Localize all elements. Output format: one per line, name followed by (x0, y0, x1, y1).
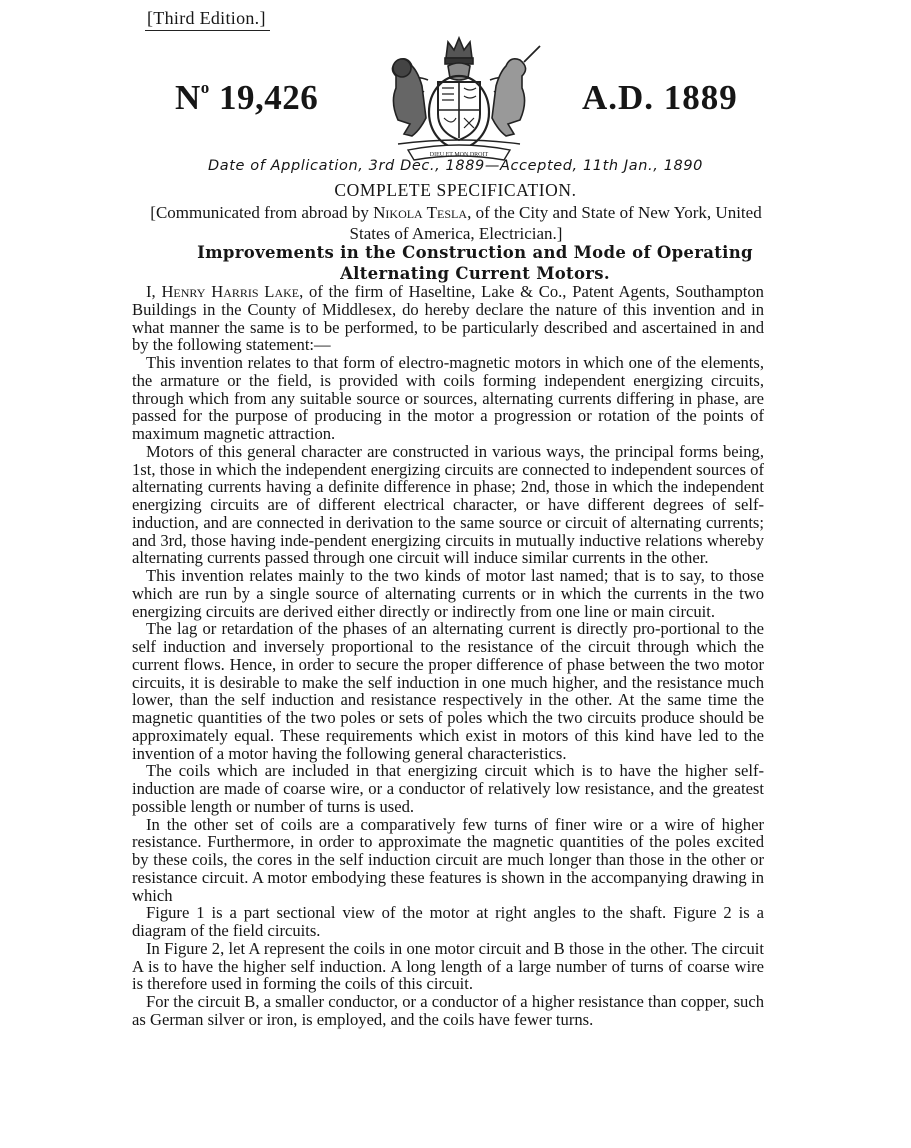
number-sup: o (200, 78, 210, 97)
body-paragraph: The lag or retardation of the phases of an alternating current is directly pro-portional to the self induction and inversely proportional to the resistance of the circuit through which the current flows. Hence, in order to secure the proper difference of phase between the two motor circuits, it is desirable to make the self induction in one much higher, and the resistance much lower, than the self induction and resistance respectively in the other. At the same time the magnetic quantities of the two poles or sets of poles which the two circuits produce should be approximately equal. These requirements which exist in motors of this kind have led to the invention of a motor having the following general characteristics. (132, 619, 764, 763)
intro-paragraph (132, 283, 764, 354)
specification-body (132, 283, 764, 1029)
application-dateline: Date of Application, 3rd Dec., 1889—Accepted, 11th Jan., 1890 (207, 158, 703, 174)
body-paragraph: This invention relates to that form of electro-magnetic motors in which one of the elements, the armature or the field, is provided with coils forming independent energizing circuits, through which from any suitable source or sources, alternating currents differing in phase, are passed for the purpose of producing in the motor a progression or rotation of the points of maximum magnetic attraction. (132, 353, 764, 443)
specification-title: COMPLETE SPECIFICATION. (334, 180, 577, 200)
agent-name: Henry Harris Lake (161, 282, 300, 301)
royal-coat-of-arms-icon (368, 32, 550, 166)
communicator-name: Nikola Tesla (373, 203, 468, 222)
number-prefix: N (175, 78, 201, 117)
communication-note (130, 202, 782, 244)
body-paragraph: Figure 1 is a part sectional view of the motor at right angles to the shaft. Figure 2 is a diagram of the field circuits. (132, 903, 764, 940)
body-paragraph: This invention relates mainly to the two kinds of motor last named; that is to say, to those which are run by a single source of alternating currents or in which the currents in the two energizing circuits are derived either directly or indirectly from one line or main circuit. (132, 566, 764, 621)
crest-motto: DIEU ET MON DROIT (429, 152, 489, 158)
body-paragraph: The coils which are included in that energizing circuit which is to have the higher self-induction are made of coarse wire, or a conductor of relatively low resistance, and the greatest possible length or number of turns is used. (132, 761, 764, 816)
patent-title: Improvements in the Construction and Mode of Operating Alternating Current Motors. (197, 243, 753, 283)
body-paragraph: Motors of this general character are constructed in various ways, the principal forms being, 1st, those in which the independent energizing circuits are connected to independent sources of alternating currents having a definite difference in phase; 2nd, those in which the independent energizing circuits are of different electrical character, or have different degrees of self-induction, and are connected in derivation to the same source or circuit of alternating currents; and 3rd, those having inde-pendent energizing circuits in mutually inductive relations whereby alternating currents passed through one circuit will induce similar currents in the other. (132, 441, 764, 568)
body-paragraph: In the other set of coils are a comparatively few turns of finer wire or a wire of higher resistance. Furthermore, in order to approximate the magnetic quantities of the poles excited by these coils, the cores in the self induction circuit are much longer than those in the other or resistance circuit. A motor embodying these features is shown in the accompanying drawing in which (132, 814, 764, 905)
intro-after: , of the firm of Haseltine, Lake & Co., Patent Agents, Southampton Buildings in the County of Middlesex, do hereby declare the nature of this invention and in what manner the same is to be performed, to be particularly described and ascertained in and by the following statement:— (132, 282, 764, 355)
patent-number (175, 78, 318, 118)
number-value: 19,426 (219, 78, 319, 117)
edition-label: [Third Edition.] (145, 8, 270, 31)
communication-after: , of the City and State of New York, United States of America, Electrician.] (349, 203, 762, 243)
patent-year: A.D. 1889 (582, 78, 738, 117)
intro-before: I, (146, 282, 162, 301)
communication-before: [Communicated from abroad by (150, 203, 374, 222)
body-paragraph: In Figure 2, let A represent the coils in one motor circuit and B those in the other. The circuit A is to have the higher self induction. A long length of a large number of turns of coarse wire is therefore used in forming the coils of this circuit. (132, 938, 764, 994)
body-paragraph: For the circuit B, a smaller conductor, or a conductor of a higher resistance than copper, such as German silver or iron, is employed, and the coils have fewer turns. (132, 992, 764, 1029)
